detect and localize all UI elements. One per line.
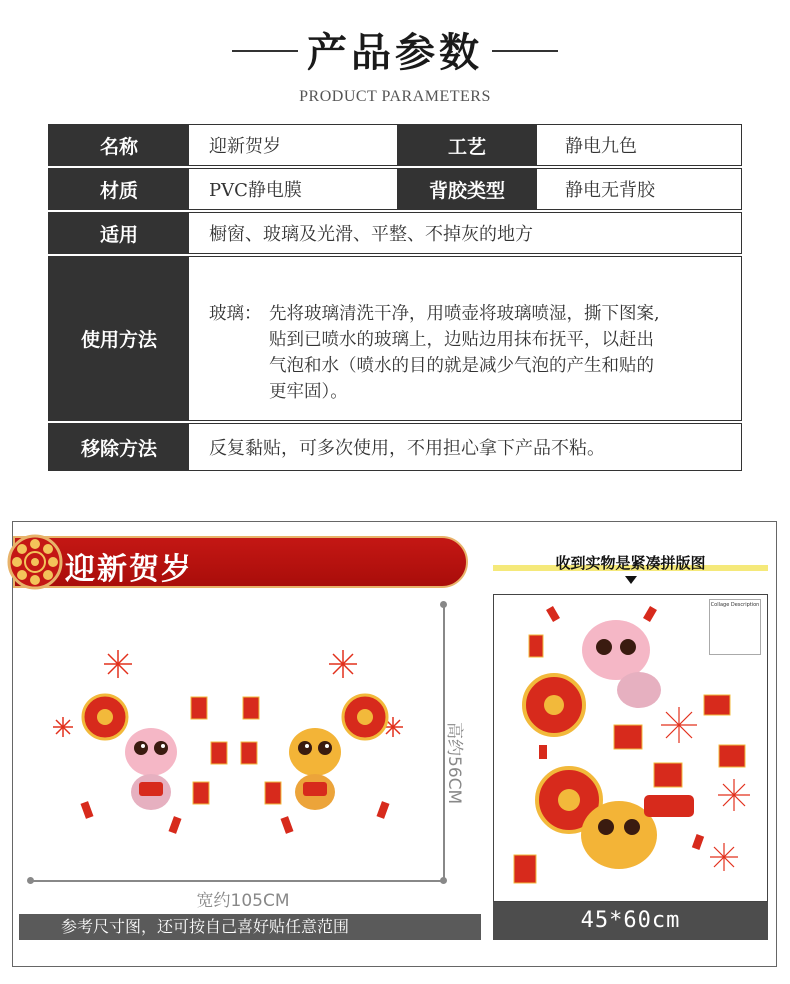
width-label: 宽约105CM bbox=[196, 891, 290, 911]
remove-value: 反复黏贴，可多次使用，不用担心拿下产品不粘。 bbox=[209, 438, 605, 459]
material-label: 材质 bbox=[49, 169, 189, 209]
param-row-name bbox=[48, 124, 742, 166]
craft-value: 静电九色 bbox=[565, 136, 637, 157]
reference-note: 参考尺寸图，还可按自己喜好贴任意范围 bbox=[19, 914, 481, 940]
remove-label: 移除方法 bbox=[49, 424, 189, 470]
usage-label: 使用方法 bbox=[49, 257, 189, 420]
usage-line: 更牢固）。 bbox=[269, 382, 348, 402]
product-size-label: 45*60cm bbox=[493, 902, 768, 940]
apply-value: 橱窗、玻璃及光滑、平整、不掉灰的地方 bbox=[209, 224, 533, 245]
width-dimension-line bbox=[31, 880, 445, 882]
collage-description-label: Collage Description bbox=[710, 602, 760, 608]
param-row-remove bbox=[48, 423, 742, 471]
usage-value bbox=[189, 257, 741, 420]
collage-description-card bbox=[709, 599, 761, 655]
param-row-apply bbox=[48, 212, 742, 254]
craft-label: 工艺 bbox=[397, 125, 537, 165]
usage-prefix: 玻璃： bbox=[209, 304, 262, 324]
flower-emblem-icon bbox=[7, 534, 63, 590]
usage-line: 气泡和水（喷水的目的就是减少气泡的产生和贴的 bbox=[269, 356, 654, 376]
firework-icon bbox=[661, 707, 750, 871]
gold-dragon-icon bbox=[289, 695, 387, 810]
dimension-dot bbox=[27, 877, 34, 884]
name-value: 迎新贺岁 bbox=[209, 136, 281, 157]
param-row-usage bbox=[48, 256, 742, 421]
product-photo bbox=[493, 594, 768, 902]
usage-line: 先将玻璃清洗干净，用喷壶将玻璃喷湿，撕下图案, bbox=[269, 304, 660, 324]
height-label: 高约56CM bbox=[444, 722, 464, 805]
adhesive-value: 静电无背胶 bbox=[565, 180, 655, 201]
banner-title: 迎新贺岁 bbox=[65, 552, 193, 587]
showcase-panel bbox=[12, 521, 777, 967]
apply-label: 适用 bbox=[49, 213, 189, 253]
actual-product-caption: 收到实物是紧凑拼版图 bbox=[555, 554, 706, 572]
pink-dragon-icon bbox=[582, 620, 661, 708]
down-arrow-icon bbox=[625, 576, 637, 584]
param-row-material bbox=[48, 168, 742, 210]
pink-dragon-icon bbox=[83, 695, 177, 810]
lantern-icon bbox=[524, 675, 601, 832]
firecracker-icon bbox=[81, 801, 390, 834]
usage-line: 贴到已喷水的玻璃上，边贴边用抹布抚平，以赶出 bbox=[269, 330, 654, 350]
page-title: 产品参数 bbox=[307, 30, 483, 76]
adhesive-label: 背胶类型 bbox=[397, 169, 537, 209]
red-envelope-icon bbox=[191, 697, 281, 804]
name-label: 名称 bbox=[49, 125, 189, 165]
decal-illustration bbox=[43, 642, 423, 842]
dimension-dot bbox=[440, 601, 447, 608]
title-banner bbox=[13, 536, 468, 588]
page-subtitle: PRODUCT PARAMETERS bbox=[299, 88, 491, 105]
material-value: PVC静电膜 bbox=[209, 180, 302, 201]
